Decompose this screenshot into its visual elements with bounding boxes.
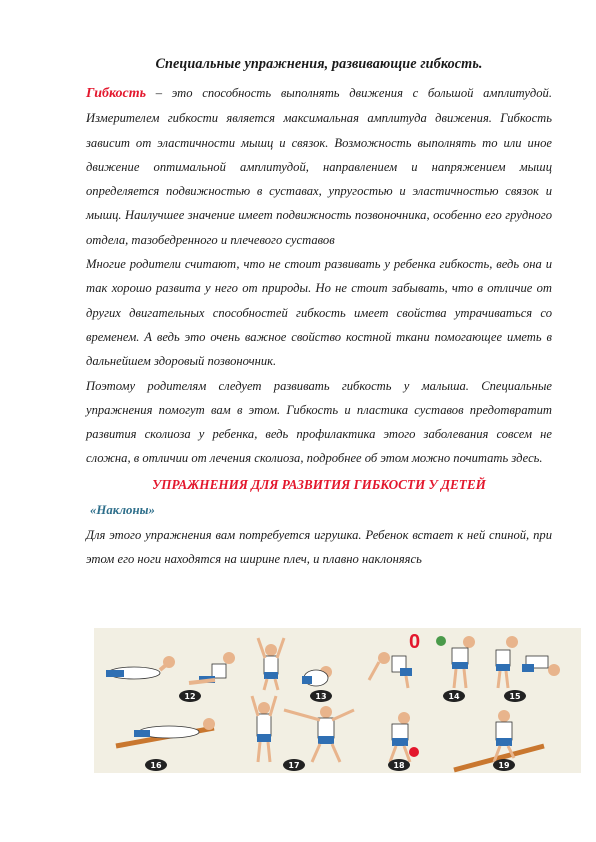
svg-text:17: 17 [288, 761, 300, 770]
svg-text:13: 13 [315, 692, 327, 701]
svg-text:14: 14 [448, 692, 460, 701]
marker-zero: 0 [409, 631, 421, 653]
svg-text:18: 18 [393, 761, 405, 770]
exercise-subheading: «Наклоны» [90, 502, 155, 517]
paragraph-scoliosis: Поэтому родителям следует развивать гибкость у малыша. Специальные упражнения помогут вам в этом. Гибкость и пластика суставов предотвратит развития сколиоза у ребенка, ведь профилактика этого заболевания совсем не сложна, в отличии от лечения сколиоза, подробнее об этом можно почитать здесь. [86, 378, 552, 466]
paragraph-exercise: Для этого упражнения вам потребуется игрушка. Ребенок встает к ней спиной, при этом его ноги находятся на ширине плеч, и плавно наклоняясь [86, 527, 552, 567]
paragraph-parents: Многие родители считают, что не стоит развивать у ребенка гибкость, ведь она и так хорошо развита у него от природы. Но не стоит забывать, что в отличие от других двигательных способностей гибкость имеет свойства утрачиваться со временем. А ведь это очень важное свойство костной ткани помогающее иметь в дальнейшем здоровый позвоночник. [86, 257, 552, 369]
svg-text:15: 15 [509, 692, 521, 701]
figure-side-bend [284, 706, 354, 762]
badge-18 [388, 759, 410, 771]
figure-board-lying [116, 718, 215, 746]
badge-15 [504, 690, 526, 702]
badge-14 [443, 690, 465, 702]
document-body [86, 56, 552, 571]
figure-bend-arm [369, 652, 412, 688]
figure-stretch [496, 636, 518, 688]
badge-17 [283, 759, 305, 771]
page-title: Специальные упражнения, развивающие гибкость. [155, 56, 483, 72]
intro-text: – это способность выполнять движения с большой амплитудой. Измерителем гибкости является максимальная амплитуда движения. Гибкость зависит от эластичности мышц и связок. Возможность выполнять то или иное движение оптимальной амплитудой, направлением и напряжением мышц определяется подвижностью в суставах, упругостью и эластичностью связок и мышц. Наилучшее значение имеет подвижность позвоночника, особенно его грудного отдела, тазобедренного и плечевого суставов [86, 86, 552, 247]
exercise-figures [94, 628, 581, 773]
svg-text:12: 12 [184, 692, 196, 701]
badge-16 [145, 759, 167, 771]
term-flexibility: Гибкость [86, 86, 147, 101]
figure-forward [522, 656, 560, 676]
figure-ball [436, 636, 475, 688]
intro-paragraph [86, 81, 552, 252]
figure-kneeling [302, 666, 332, 686]
figure-squat-ball [390, 712, 419, 762]
figure-lying [106, 656, 175, 679]
badge-13 [310, 690, 332, 702]
svg-text:19: 19 [498, 761, 510, 770]
figure-arms-raised [252, 696, 276, 762]
figure-arms-up [258, 638, 284, 690]
exercise-illustration [94, 628, 581, 773]
section-heading: УПРАЖНЕНИЯ ДЛЯ РАЗВИТИЯ ГИБКОСТИ У ДЕТЕЙ [152, 476, 486, 492]
svg-text:16: 16 [150, 761, 162, 770]
badge-19 [493, 759, 515, 771]
figure-sitting [189, 652, 235, 683]
badge-12 [179, 690, 201, 702]
